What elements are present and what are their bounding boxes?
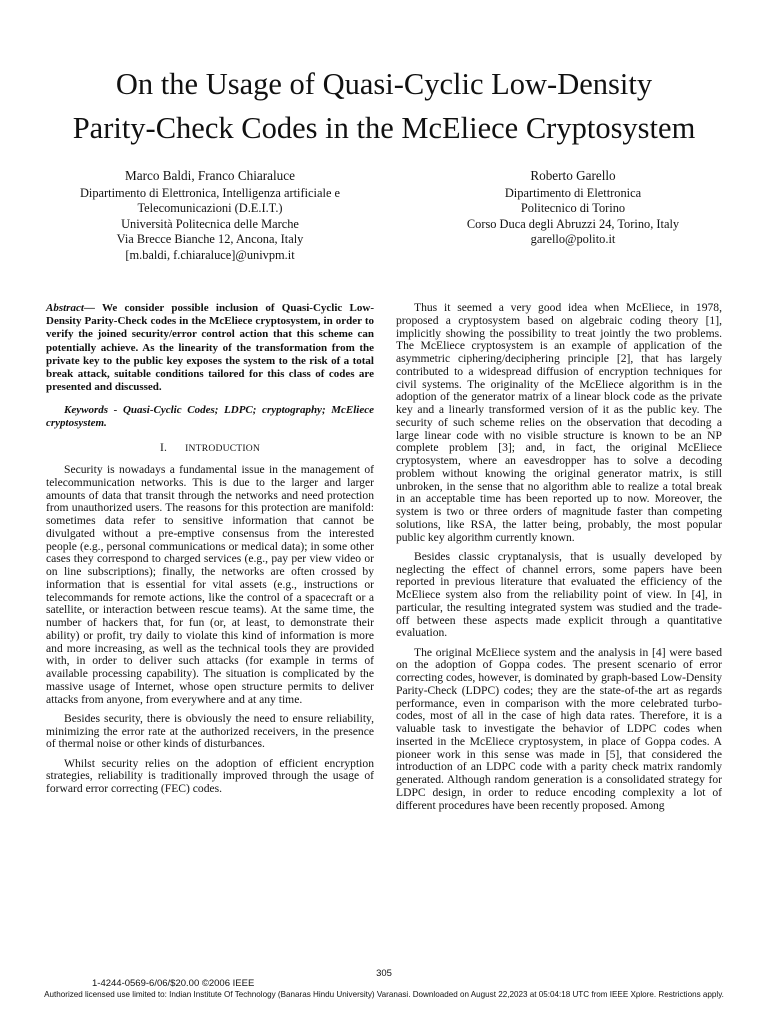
author-email-right: garello@polito.it	[530, 232, 616, 246]
body-paragraph: Whilst security relies on the adoption of efficient encryption strategies, reliability is traditionally improved through the usage of forward error correcting (FEC) codes.	[46, 756, 374, 796]
isbn-footer: 1-4244-0569-6/06/$20.00 ©2006 IEEE	[92, 978, 255, 989]
author-email-left: [m.baldi, f.chiaraluce]@univpm.it	[125, 247, 295, 262]
affiliation-line: Dipartimento di Elettronica, Intelligenza artificiale e	[79, 185, 341, 200]
body-paragraph: Thus it seemed a very good idea when McEliece, in 1978, proposed a cryptosystem based on algebraic coding theory [1], implicitly showing the possibility to treat jointly the two problems. The McEliece cryptosystem is an example of application of the asymmetric ciphering/deciphering principle [2], that has largely contributed to a widespread diffusion of encryption techniques for civil systems. The originality of the McEliece algorithm is in the adoption of the generator matrix of a linear block code as the private key and a linearly transformed version of it as the public key. The security of such scheme relies on the observation that decoding a large linear code with no visible structure is known to be an NP complete problem [3]; and, in fact, the original McEliece cryptosystem, where an eavesdropper has to solve a decoding problem without knowing the original generator matrix, is still unbroken, in the sense that no algorithm able to realize a total break in an acceptable time has been reported up to now. Moreover, the system is two or three orders of magnitude faster than competing solutions, like RSA, the latter being, probably, the most popular public key algorithm currently known.	[396, 301, 722, 544]
author-block-right	[418, 168, 728, 248]
body-paragraph: Besides security, there is obviously the need to ensure reliability, minimizing the error rate at the authorized receivers, in the presence of thermal noise or other kinds of disturbances.	[46, 711, 374, 751]
author-block-left	[40, 168, 380, 263]
license-footer: Authorized licensed use limited to: Indian Institute Of Technology (Banaras Hindu University) Varanasi. Downloaded on August 22,2023 at 05:04:18 UTC from IEEE Xplore. Restrictions apply.	[44, 990, 724, 999]
author-names-right: Roberto Garello	[530, 168, 616, 183]
section-heading	[46, 442, 374, 456]
author-names-left: Marco Baldi, Franco Chiaraluce	[125, 168, 295, 183]
paper-title	[0, 62, 768, 150]
keywords: Keywords - Quasi-Cyclic Codes; LDPC; cryptography; McEliece cryptosystem.	[46, 404, 374, 430]
affiliation-line: Dipartimento di Elettronica	[504, 185, 642, 200]
body-paragraph: The original McEliece system and the analysis in [4] were based on the adoption of Goppa codes. The present scenario of error correcting codes, however, is dominated by graph-based Low-Density Parity-Check (LDPC) codes; they are the state-of-the art as regards performance, even in comparison with the more celebrated turbo-codes, most of all in the case of high data rates. Therefore, it is a valuable task to investigate the behavior of LDPC codes when inserted in the McEliece cryptosystem, in place of Goppa codes. A pioneer work in this sense was made in [5], that considered the introduction of an LDPC code with a parity check matrix randomly generated. Although random generation is a consolidated strategy for LDPC design, in order to reduce encoding complexity a lot of different procedures have been recently proposed. Among	[396, 645, 722, 812]
affiliation-line: Via Brecce Bianche 12, Ancona, Italy	[116, 232, 304, 246]
affiliation-line: Corso Duca degli Abruzzi 24, Torino, Italy	[466, 216, 680, 231]
page-number: 305	[376, 968, 392, 979]
affiliation-line: Telecomunicazioni (D.E.I.T.)	[137, 201, 283, 215]
title-line-1: On the Usage of Quasi-Cyclic Low-Density	[115, 67, 653, 101]
affiliation-line: Politecnico di Torino	[520, 201, 626, 215]
abstract-text: — We consider possible inclusion of Quasi-Cyclic Low-Density Parity-Check codes in the McEliece cryptosystem, in order to verify the joined security/error control action that this scheme can potentially achieve. As the linearity of the transformation from the private key to the public key exposes the system to the risk of a total break attack, suitable conditions tailored for this class of codes are presented and discussed.	[46, 302, 374, 394]
affiliation-line: Università Politecnica delle Marche	[121, 216, 299, 231]
abstract	[46, 302, 374, 394]
right-column	[396, 302, 722, 819]
abstract-lead: Abstract	[46, 302, 84, 314]
section-title: INTRODUCTION	[185, 443, 261, 455]
title-line-2: Parity-Check Codes in the McEliece Cryptosystem	[72, 111, 696, 145]
body-paragraph: Security is nowadays a fundamental issue in the management of telecommunication networks. This is due to the larger and larger amounts of data that transit through the networks and need protection from unauthorized users. The reasons for this protection are manifold: sometimes data refer to sensitive information that cannot be divulgated without a pre-emptive consensus from the interested people (e.g., personal communications or medical data); in some other cases they correspond to charged services (e.g., pay per view video or on line subscriptions); finally, the networks are often crossed by information that is essential for vital assets (e.g., instructions or telecommands for remote actions, like the control of a spacecraft or a satellite, or interaction between rescue teams). At the same time, the number of hackers that, for fun (or, at least, to demonstrate their ability) or profit, try daily to violate this kind of information is more and more increasing, as well as the technical tools they are provided with, in order to deliver such attacks (for example in terms of available processing capability). The situation is complicated by the massive usage of Internet, whose open structure permits to deliver attacks from anyone, from everywhere and at any time.	[46, 463, 374, 706]
body-paragraph: Besides classic cryptanalysis, that is usually developed by neglecting the effect of channel errors, some papers have been reported in previous literature that evaluated the efficiency of the McEliece system also from the reliability point of view. In [4], in particular, the resulting integrated system was studied and the trade-off between these aspects made explicit through a quantitative evaluation.	[396, 549, 722, 640]
section-number: I.	[159, 441, 168, 455]
left-column	[46, 302, 374, 802]
